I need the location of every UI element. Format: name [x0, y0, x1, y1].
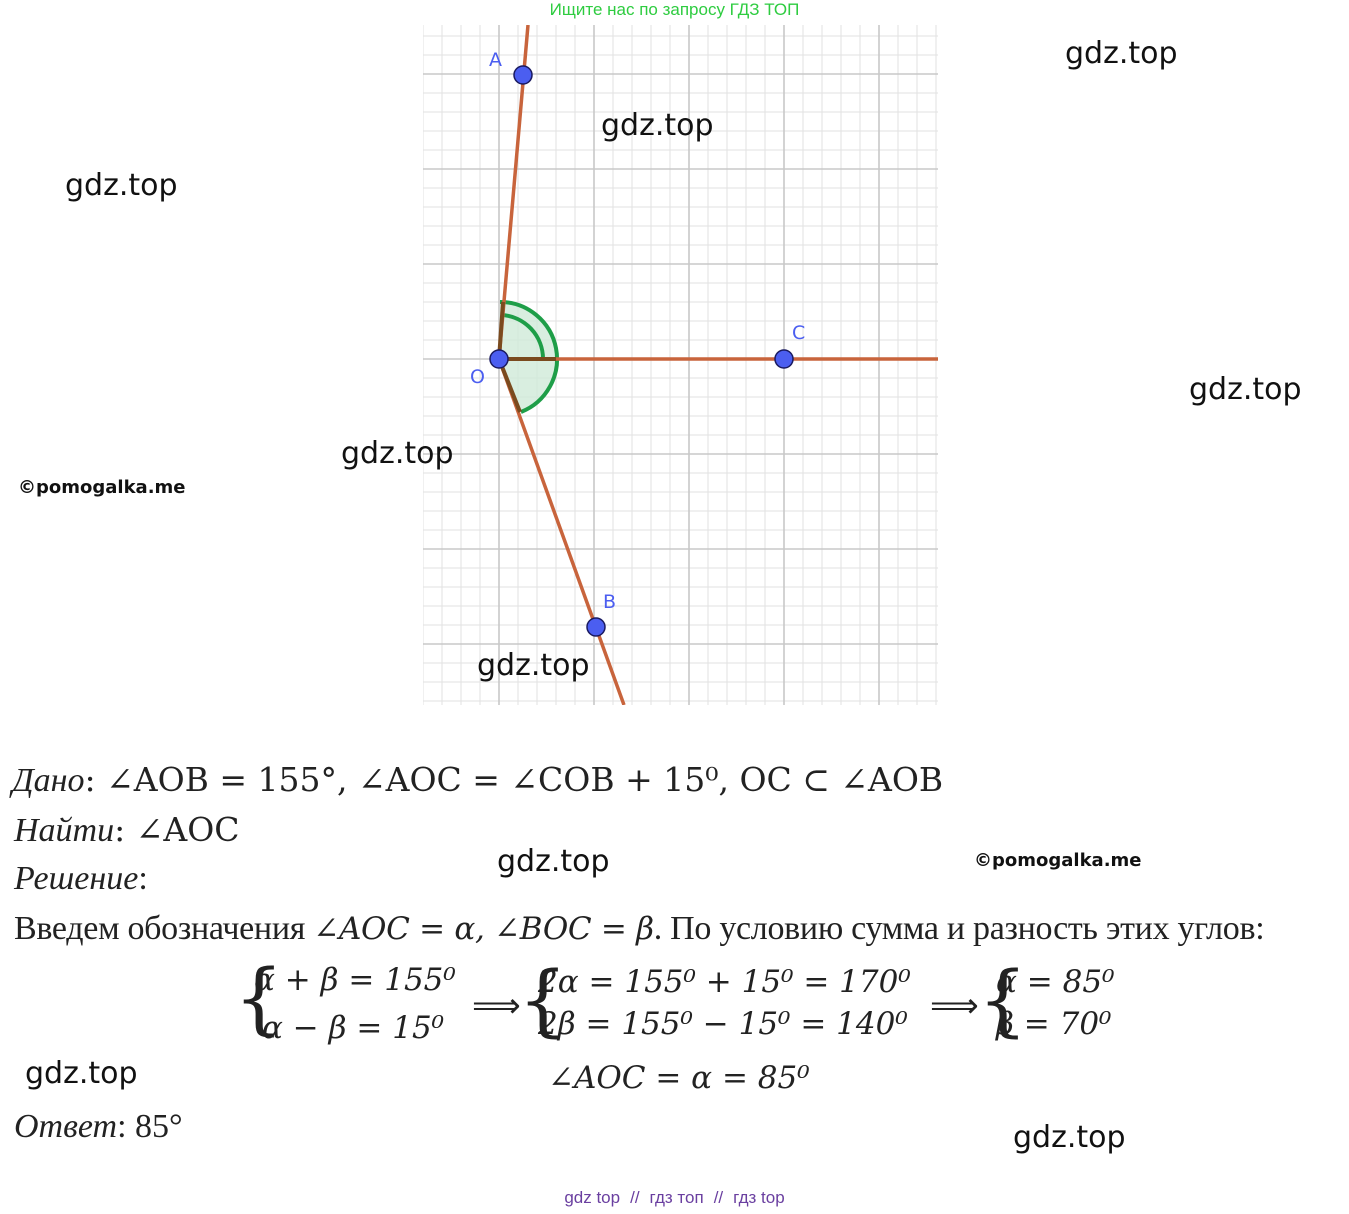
solution-label: Решение: [14, 860, 139, 897]
footer-links: [0, 1188, 1349, 1208]
footer-link-2[interactable]: гдз топ: [649, 1188, 704, 1207]
top-banner: Ищите нас по запросу ГДЗ ТОП: [549, 0, 800, 19]
answer-text: : 85°: [117, 1108, 183, 1145]
watermark: gdz.top: [497, 844, 610, 879]
result-line: ∠AOC = α = 85⁰: [548, 1060, 810, 1096]
watermark: gdz.top: [1065, 36, 1178, 71]
find-text: : ∠AOC: [114, 810, 240, 849]
watermark: gdz.top: [341, 436, 454, 471]
copyright-mark: ©pomogalka.me: [974, 850, 1142, 871]
point-c: [775, 350, 793, 368]
footer-sep: //: [713, 1188, 724, 1207]
system1-line1: α + β = 155⁰: [254, 962, 456, 998]
watermark: gdz.top: [477, 648, 590, 683]
solution-colon: :: [138, 860, 148, 897]
system1-line2: α − β = 15⁰: [262, 1010, 445, 1046]
label-o: O: [470, 366, 485, 388]
watermark: gdz.top: [601, 108, 714, 143]
watermark: gdz.top: [1013, 1120, 1126, 1155]
brace-3: {: [978, 956, 1028, 1046]
label-b: B: [603, 591, 617, 613]
point-b: [587, 618, 605, 636]
intro-notation: ∠AOC = α, ∠BOC = β: [313, 911, 654, 947]
footer-link-1[interactable]: gdz top: [564, 1188, 621, 1207]
watermark: gdz.top: [65, 168, 178, 203]
footer-sep: //: [630, 1188, 640, 1207]
given-text: : ∠AOB = 155°, ∠AOC = ∠COB + 15⁰, OC ⊂ ∠AOB: [84, 760, 944, 799]
brace-1: {: [234, 954, 284, 1044]
copyright-mark: ©pomogalka.me: [18, 477, 186, 498]
label-c: C: [792, 322, 806, 344]
system2-line2: 2β = 155⁰ − 15⁰ = 140⁰: [538, 1006, 908, 1042]
footer-link-3[interactable]: гдз top: [733, 1188, 785, 1207]
implies-arrow-1: ⟹: [472, 986, 521, 1026]
point-a: [514, 66, 532, 84]
answer-line: [14, 1108, 183, 1146]
watermark: gdz.top: [1189, 372, 1302, 407]
system3-line2: β = 70⁰: [996, 1006, 1112, 1042]
implies-arrow-2: ⟹: [930, 986, 979, 1026]
intro-text-1: Введем обозначения: [14, 910, 314, 947]
system2-line1: 2α = 155⁰ + 15⁰ = 170⁰: [538, 964, 911, 1000]
solution-line: [14, 860, 148, 898]
find-label: Найти: [14, 812, 115, 849]
watermark: gdz.top: [25, 1056, 138, 1091]
answer-label: Ответ: [14, 1108, 118, 1145]
intro-text-2: . По условию сумма и разность этих углов:: [653, 910, 1265, 947]
given-label: Дано: [12, 762, 85, 799]
find-line: [14, 810, 240, 850]
given-line: [12, 760, 943, 800]
system3-line1: α = 85⁰: [996, 964, 1115, 1000]
brace-2: {: [518, 956, 568, 1046]
label-a: A: [489, 49, 502, 71]
point-o: [490, 350, 508, 368]
intro-line: [14, 910, 1264, 948]
